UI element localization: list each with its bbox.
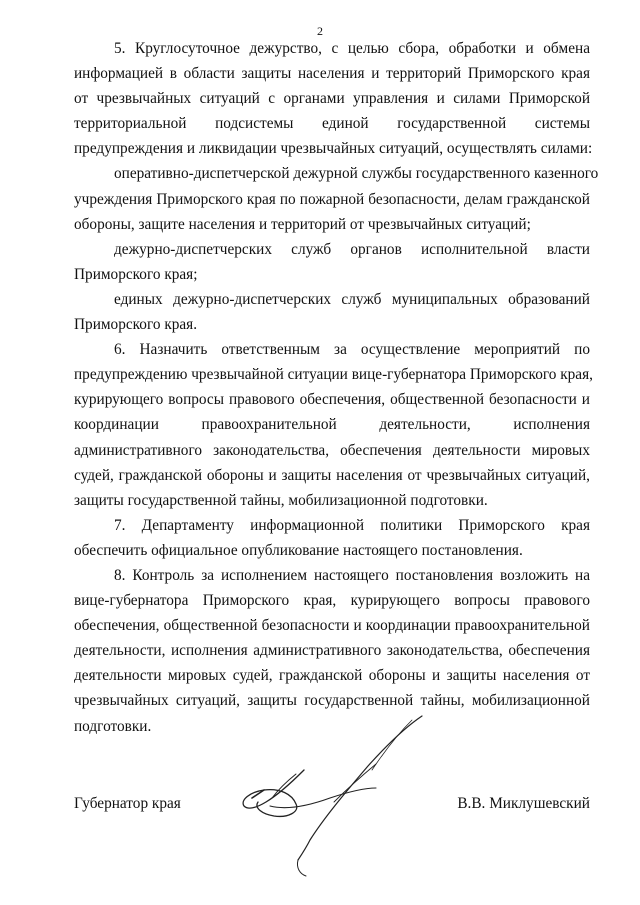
text-line: 8. Контроль за исполнением настоящего постановления возложить на [114, 566, 590, 584]
text-line: оперативно-диспетчерской дежурной службы государственного казенного [114, 165, 599, 183]
text-line: территориальной подсистемы единой государственной системы [74, 115, 590, 133]
text-line: координации правоохранительной деятельности, исполнения [74, 416, 590, 434]
paragraph-5-item-1 [74, 161, 599, 236]
text-line: единых дежурно-диспетчерских служб муниципальных образований [114, 290, 590, 308]
text-line: 7. Департаменту информационной политики Приморского края [114, 516, 590, 534]
document-body [74, 36, 599, 739]
text-line: деятельности мировых судей, гражданской обороны и защиты населения от [74, 667, 590, 685]
paragraph-5-item-3 [74, 287, 590, 337]
text-line: курирующего вопросы правового обеспечения, общественной безопасности и [74, 391, 590, 409]
text-line: чрезвычайных ситуаций, защиты государственной тайны, мобилизационной [74, 692, 590, 710]
paragraph-7 [74, 513, 590, 563]
text-line: защиты государственной тайны, мобилизационной подготовки. [74, 491, 488, 509]
text-line: предупреждения и ликвидации чрезвычайных ситуаций, осуществлять силами: [74, 140, 593, 158]
text-line: информацией в области защиты населения и территорий Приморского края [74, 65, 590, 83]
signer-name: В.В. Миклушевский [457, 795, 590, 812]
text-line: вице-губернатора Приморского края, курирующего вопросы правового [74, 592, 590, 610]
paragraph-6 [74, 337, 593, 513]
text-line: учреждения Приморского края по пожарной безопасности, делам гражданской [74, 190, 590, 208]
text-line: обороны, защите населения и территорий от чрезвычайных ситуаций; [74, 215, 531, 233]
text-line: административного законодательства, обеспечения деятельности мировых [74, 441, 590, 459]
text-line: предупреждению чрезвычайной ситуации вице-губернатора Приморского края, [74, 366, 593, 384]
text-line: судей, гражданской обороны и защиты населения от чрезвычайных ситуаций, [74, 466, 590, 484]
text-line: Приморского края. [74, 316, 198, 334]
signature-image [226, 712, 456, 882]
text-line: деятельности, исполнения административного законодательства, обеспечения [74, 642, 590, 660]
page-number: 2 [317, 24, 323, 38]
text-line: 6. Назначить ответственным за осуществление мероприятий по [114, 341, 590, 359]
text-line: от чрезвычайных ситуаций с органами управления и силами Приморской [74, 90, 590, 108]
text-line: обеспечить официальное опубликование настоящего постановления. [74, 541, 523, 559]
paragraph-5-item-2 [74, 237, 590, 287]
signer-title: Губернатор края [74, 795, 181, 812]
text-line: обеспечения, общественной безопасности и координации правоохранительной [74, 617, 590, 635]
paragraph-5 [74, 36, 593, 161]
text-line: подготовки. [74, 717, 152, 735]
text-line: дежурно-диспетчерских служб органов исполнительной власти [114, 240, 590, 258]
text-line: 5. Круглосуточное дежурство, с целью сбора, обработки и обмена [114, 40, 590, 57]
text-line: Приморского края; [74, 265, 198, 283]
